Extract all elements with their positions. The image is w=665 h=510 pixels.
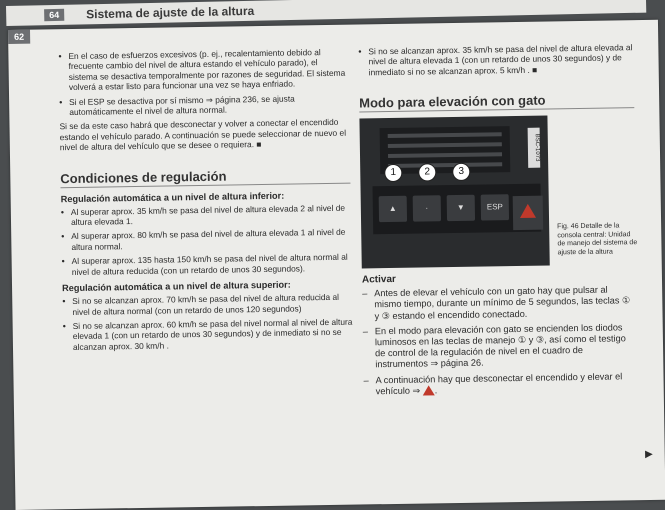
intro-paragraph: Si se da este caso habrá que desconectar y volver a conectar el encendido estando el vehículo parado. A continuación se puede seleccionar de nuevo el nivel de altura del vehículo que se desee o requiera. ■ <box>59 117 347 153</box>
step: – Antes de elevar el vehículo con un gato hay que pulsar al mismo tiempo, durante un mínimo de 5 segundos, las teclas ① y ③ estando el encendido conectado. <box>362 284 631 321</box>
right-column <box>358 42 639 401</box>
section-heading-jack: Modo para elevación con gato <box>359 91 634 112</box>
figure-badge: BSC-1073 <box>528 128 541 168</box>
console-photo <box>359 116 549 269</box>
left-column <box>58 47 353 357</box>
car-lift-icon: ▲ <box>379 196 407 222</box>
subheading-lower: Regulación automática a un nivel de altura inferior: <box>60 190 285 204</box>
car-lower-icon: ▼ <box>447 195 475 221</box>
warning-icon <box>423 386 435 396</box>
callout-2: 2 <box>418 164 436 182</box>
list-item: • Si no se alcanzan aprox. 60 km/h se pasa del nivel normal al nivel de altura elevada 1 (con un retardo de unos 30 segundos) y de inmediato si no se alcanzan aprox. 30 km/h . <box>62 316 353 352</box>
back-page-title: Sistema de ajuste de la altura <box>86 3 255 22</box>
figure <box>359 114 636 268</box>
list-item: • Al superar aprox. 80 km/h se pasa del nivel de altura elevada 1 al nivel de altura normal. <box>61 227 346 252</box>
list-item: • En el caso de esfuerzos excesivos (p. ej., recalentamiento debido al frecuente cambio del nivel de altura estando el vehículo parado), el sistema se desactiva temporalmente por razones de seguridad. El sistema volverá a estar listo para funcionar una vez se haya enfriado. <box>58 47 346 93</box>
list-item: • Al superar aprox. 135 hasta 150 km/h se pasa del nivel de altura normal al nivel de altura reducida (con un retardo de unos 30 segundos). <box>61 251 348 277</box>
callout-3: 3 <box>452 163 470 181</box>
section-heading: Condiciones de regulación <box>60 166 350 188</box>
esp-button: ESP <box>481 194 509 220</box>
step: – A continuación hay que desconectar el encendido y elevar el vehículo ⇒ . <box>363 371 623 397</box>
figure-caption: Fig. 46 Detalle de la consola central: Unidad de manejo del sistema de ajuste de la altura <box>557 222 638 257</box>
page-number: 62 <box>8 30 30 44</box>
step: – En el modo para elevación con gato se encienden los diodos luminosos en las teclas de manejo ① y ③, así como el testigo de control de la regulación de nivel en el cuadro de instrumentos ⇒ página 26. <box>362 322 626 370</box>
level-mid-button: · <box>413 195 441 221</box>
list-item: • Al superar aprox. 35 km/h se pasa del nivel de altura elevada 2 al nivel de altura elevada 1. <box>60 202 346 228</box>
subheading-higher: Regulación automática a un nivel de altura superior: <box>61 279 291 294</box>
hazard-icon <box>513 196 544 230</box>
list-item: • Si no se alcanzan aprox. 70 km/h se pasa del nivel de altura reducida al nivel de altura normal (con un retardo de unos 120 segundos) <box>62 291 340 317</box>
manual-page <box>8 20 665 510</box>
list-item: • Si no se alcanzan aprox. 35 km/h se pasa del nivel de altura elevada al nivel de altura elevada 1 (con un retardo de unos 30 segundos) y de inmediato si no se alcanzan aprox. 5 km/h . ■ <box>358 42 633 78</box>
next-page-arrow: ▶ <box>644 448 653 461</box>
back-page-number: 64 <box>44 9 64 21</box>
activar-heading: Activar <box>361 274 396 286</box>
callout-1: 1 <box>384 164 402 182</box>
list-item: • Si el ESP se desactiva por sí mismo ⇒ página 236, se ajusta automáticamente el nivel de altura normal. <box>59 93 295 118</box>
